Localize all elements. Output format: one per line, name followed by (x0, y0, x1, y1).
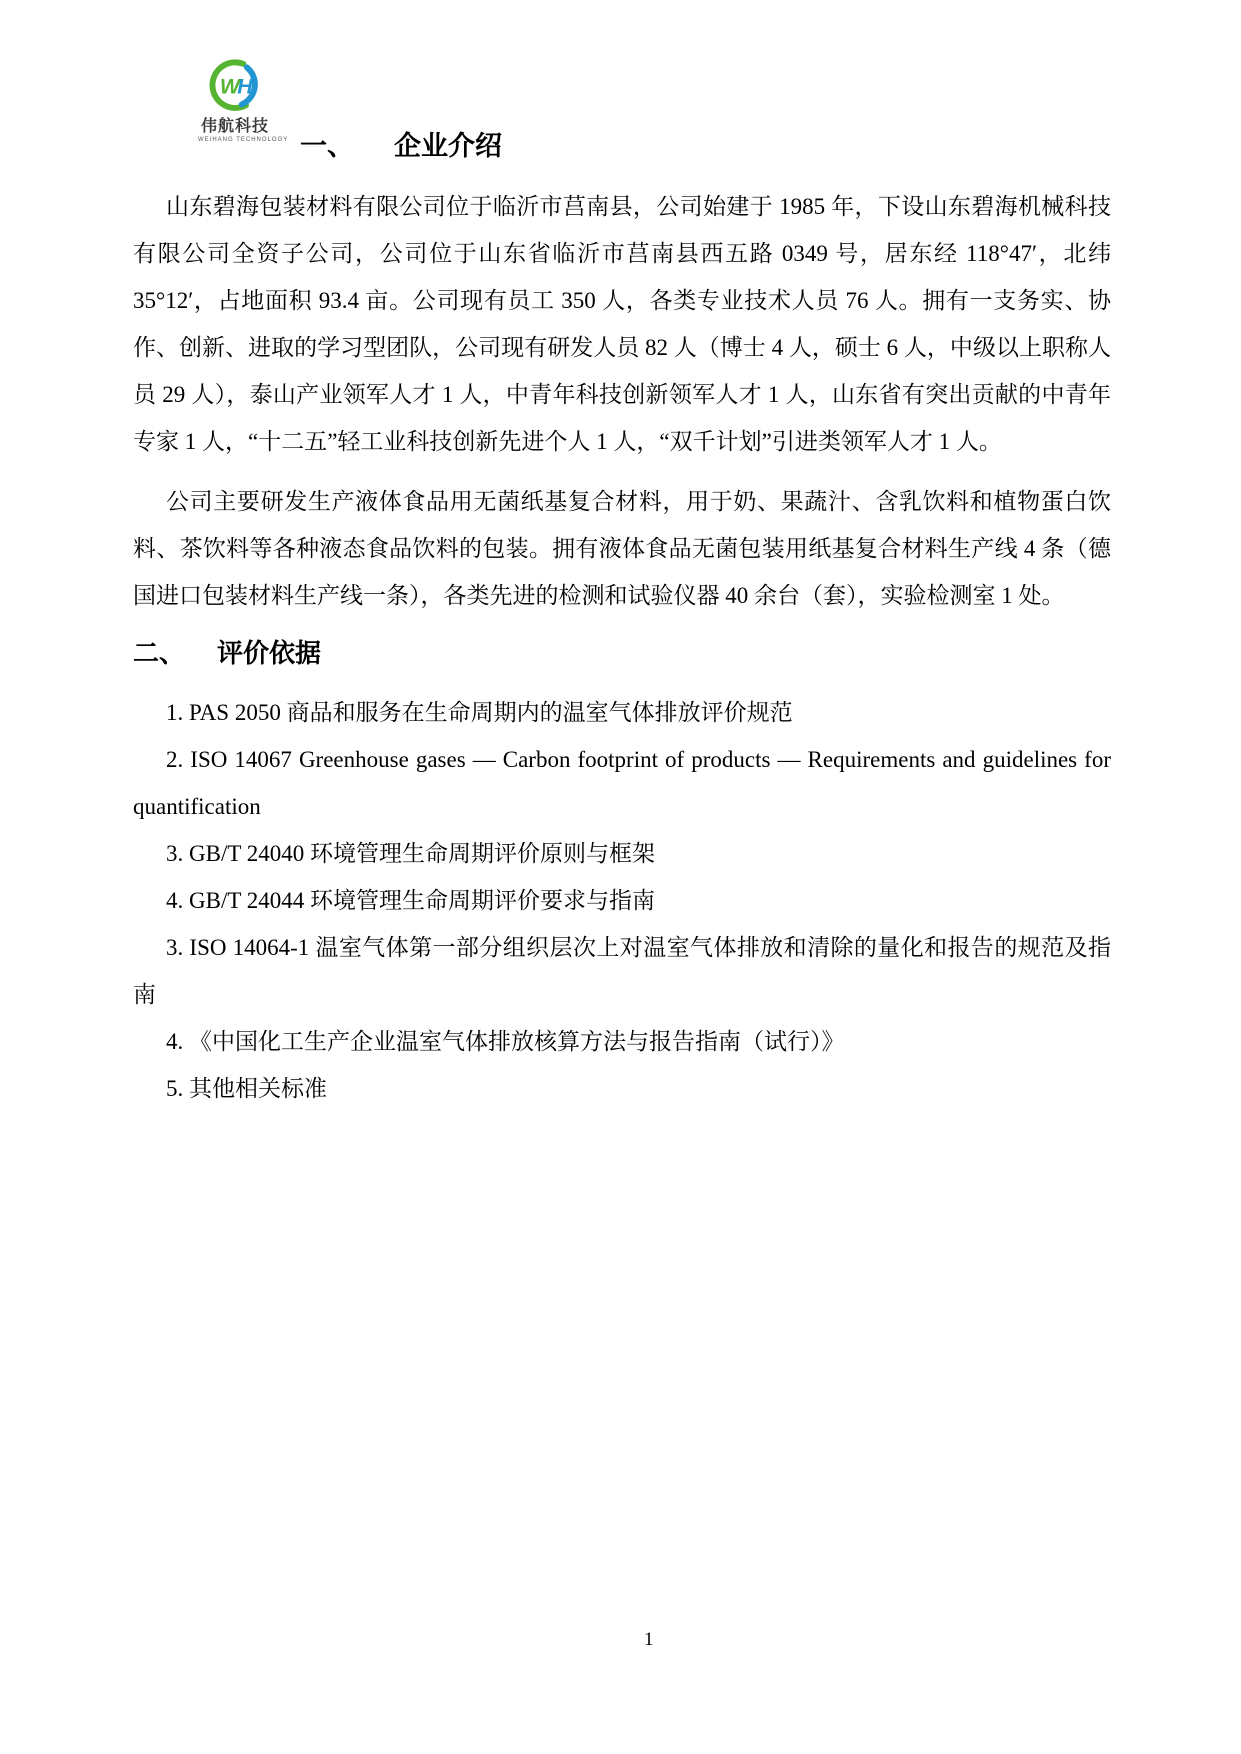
logo-monogram-w: W (219, 75, 240, 99)
list-item: 5. 其他相关标准 (166, 1076, 327, 1101)
list-item: 1. PAS 2050 商品和服务在生命周期内的温室气体排放评价规范 (166, 700, 793, 725)
company-intro-paragraph-2: 公司主要研发生产液体食品用无菌纸基复合材料，用于奶、果蔬汁、含乳饮料和植物蛋白饮料、茶饮料等各种液态食品饮料的包装。拥有液体食品无菌包装用纸基复合材料生产线 4 条（德国进口包装材料生产线一条），各类先进的检测和试验仪器 40 余台（套），实验检测室 1 处。 (133, 489, 1111, 608)
logo-subtitle: WEIHANG TECHNOLOGY (198, 137, 289, 143)
list-item: 3. GB/T 24040 环境管理生命周期评价原则与框架 (166, 841, 655, 866)
section-2-heading (133, 637, 1111, 671)
list-item: 4. 《中国化工生产企业温室气体排放核算方法与报告指南（试行）》 (166, 1029, 845, 1054)
section-2-title: 评价依据 (217, 639, 322, 668)
list-item: 2. ISO 14067 Greenhouse gases — Carbon footprint of products — Requirements and guidelines for quantification (133, 747, 1111, 819)
list-item: 3. ISO 14064-1 温室气体第一部分组织层次上对温室气体排放和清除的量化和报告的规范及指南 (133, 935, 1111, 1007)
company-intro-paragraph-1: 山东碧海包装材料有限公司位于临沂市莒南县，公司始建于 1985 年，下设山东碧海机械科技有限公司全资子公司，公司位于山东省临沂市莒南县西五路 0349 号，居东经 118°47′，北纬 35°12′，占地面积 93.4 亩。公司现有员工 350 人，各类专业技术人员 76 人。拥有一支务实、协作、创新、进取的学习型团队，公司现有研发人员 82 人（博士 4 人，硕士 6 人，中级以上职称人员 29 人），泰山产业领军人才 1 人，中青年科技创新领军人才 1 人，山东省有突出贡献的中青年专家 1 人，“十二五”轻工业科技创新先进个人 1 人，“双千计划”引进类领军人才 1 人。 (133, 194, 1111, 454)
section-1-heading (133, 0, 1111, 162)
list-item: 4. GB/T 24044 环境管理生命周期评价要求与指南 (166, 888, 655, 913)
section-1-title: 企业介绍 (394, 131, 502, 161)
page-number: 1 (644, 1629, 654, 1650)
logo-monogram-h: H (237, 75, 253, 99)
section-2-number: 二、 (133, 639, 186, 668)
section-1-number: 一、 (300, 131, 354, 161)
document-body (133, 0, 1111, 1112)
logo-name: 伟航科技 (200, 118, 269, 135)
evaluation-basis-list (133, 689, 1111, 1112)
